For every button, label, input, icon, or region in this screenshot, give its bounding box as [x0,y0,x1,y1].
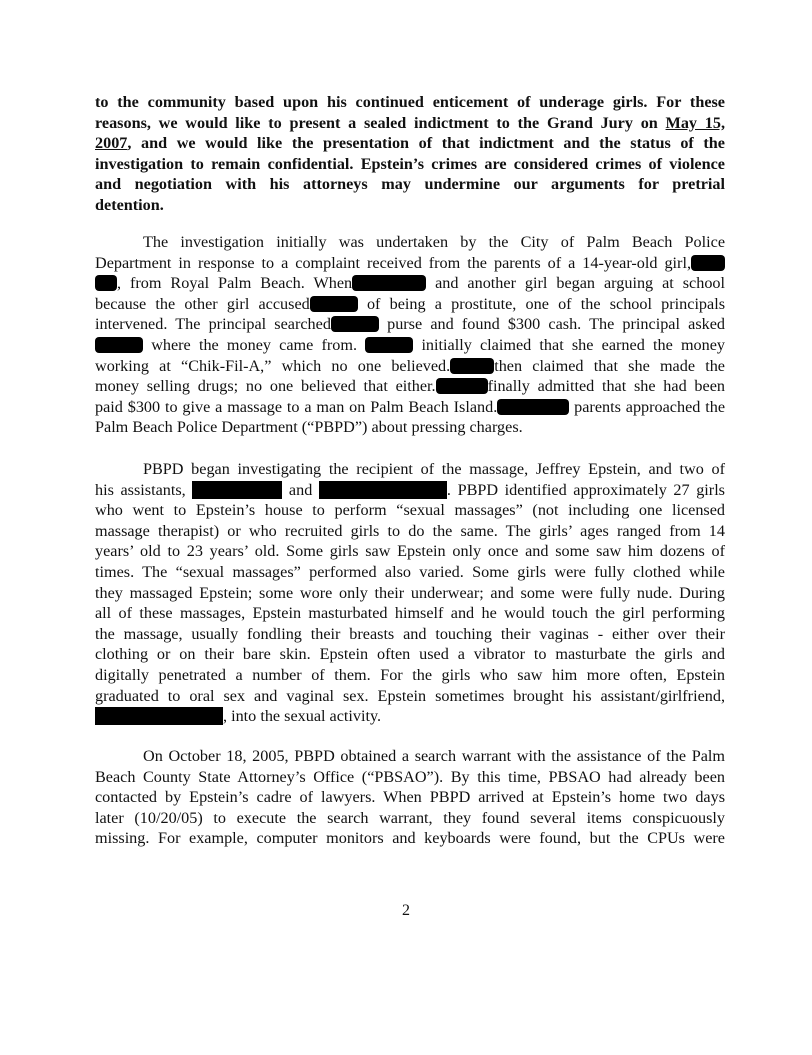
redaction-block [497,399,569,415]
text-segment: where the money came from. [151,335,358,354]
redaction-block [331,316,379,332]
text-line [95,480,725,501]
text-segment: Department in response to a complaint received from the parents of a 14-year-old girl, [95,253,691,272]
date-underlined: May 15, [665,113,725,132]
paragraph-1 [95,92,725,216]
text-line [95,314,725,335]
redaction-block [436,378,488,394]
text-segment: working at “Chik-Fil-A,” which no one believed. [95,356,451,375]
redaction-block [691,255,725,271]
text-line [95,133,725,154]
text-line: missing. For example, computer monitors and keyboards were found, but the CPUs were [95,829,725,848]
text-line: the massage, usually fondling their breasts and touching their vaginas - either over their [95,624,725,643]
text-line [95,294,725,315]
text-line: Palm Beach Police Department (“PBPD”) about pressing charges. [95,418,523,437]
text-segment: . PBPD identified approximately 27 girls [446,480,725,499]
page-number: 2 [402,902,410,919]
paragraph-3 [95,459,725,727]
text-line: clothing or on their bare skin. Epstein often used a vibrator to masturbate the girls and [95,645,725,664]
text-line: contacted by Epstein’s cadre of lawyers. When PBPD arrived at Epstein’s home two days [95,788,725,807]
text-line: detention. [95,195,164,214]
text-segment: intervened. The principal searched [95,315,331,334]
text-segment: and another girl began arguing at school [435,274,726,293]
text-line: PBPD began investigating the recipient of the massage, Jeffrey Epstein, and two of [143,460,725,478]
text-segment: parents approached the [574,397,726,416]
text-line [95,253,725,274]
text-line [95,335,725,356]
text-line [95,113,725,134]
redaction-block [95,337,143,353]
redaction-block [319,481,447,499]
text-segment: because the other girl accused [95,294,310,313]
text-line: all of these massages, Epstein masturbated himself and he would touch the girl performing [95,604,725,623]
text-segment: , and we would like the presentation of that indictment and the status of the [127,134,725,153]
paragraph-4 [95,746,725,849]
text-line: and negotiation with his attorneys may undermine our arguments for pretrial [95,175,725,194]
redaction-block [365,337,413,353]
text-line: digitally penetrated a number of them. For the girls who saw him more often, Epstein [95,665,725,684]
redaction-block [192,481,282,499]
text-line: times. The “sexual massages” performed also varied. Some girls were fully clothed while [95,562,725,581]
redaction-block [352,275,426,291]
text-line: they massaged Epstein; some wore only their underwear; and some were fully nude. During [95,583,725,602]
text-segment: and [288,480,313,499]
redaction-block [310,296,358,312]
text-line: graduated to oral sex and vaginal sex. Epstein sometimes brought his assistant/girlfriend, [95,686,725,705]
text-line: Beach County State Attorney’s Office (“PBSAO”). By this time, PBSAO had already been [95,767,725,786]
text-line [95,273,725,294]
text-line: investigation to remain confidential. Epstein’s crimes are considered crimes of violence [95,154,725,173]
text-line [95,356,725,377]
text-segment: reasons, we would like to present a sealed indictment to the Grand Jury on [95,113,666,132]
redaction-block [95,707,223,725]
text-line: massage therapist) or who recruited girls to do the same. The girls’ ages ranged from 14 [95,521,725,540]
text-line [95,397,725,418]
text-line: On October 18, 2005, PBPD obtained a search warrant with the assistance of the Palm [143,747,725,765]
text-line: later (10/20/05) to execute the search warrant, they found several items conspicuously [95,808,725,827]
text-segment: paid $300 to give a massage to a man on Palm Beach Island. [95,397,498,416]
redaction-block [95,275,117,291]
date-underlined: 2007 [95,134,128,153]
redaction-block [450,358,494,374]
text-segment: then claimed that she made the [494,356,725,375]
text-line: who went to Epstein’s house to perform “sexual massages” (not including one licensed [95,501,725,520]
text-line: years’ old to 23 years’ old. Some girls saw Epstein only once and some saw him dozens of [95,542,725,561]
text-segment: purse and found $300 cash. The principal asked [387,315,726,334]
text-segment: his assistants, [95,480,186,499]
text-segment: initially claimed that she earned the money [421,335,726,354]
text-segment: , into the sexual activity. [223,707,382,726]
text-segment: money selling drugs; no one believed that either. [95,377,436,396]
text-segment: , from Royal Palm Beach. When [117,274,353,293]
text-line: to the community based upon his continued enticement of underage girls. For these [95,93,725,111]
paragraph-2 [95,232,725,438]
text-line [95,706,725,727]
text-line [95,376,725,397]
text-line: The investigation initially was undertaken by the City of Palm Beach Police [143,233,725,251]
text-segment: finally admitted that she had been [487,377,725,396]
text-segment: of being a prostitute, one of the school principals [366,294,726,313]
